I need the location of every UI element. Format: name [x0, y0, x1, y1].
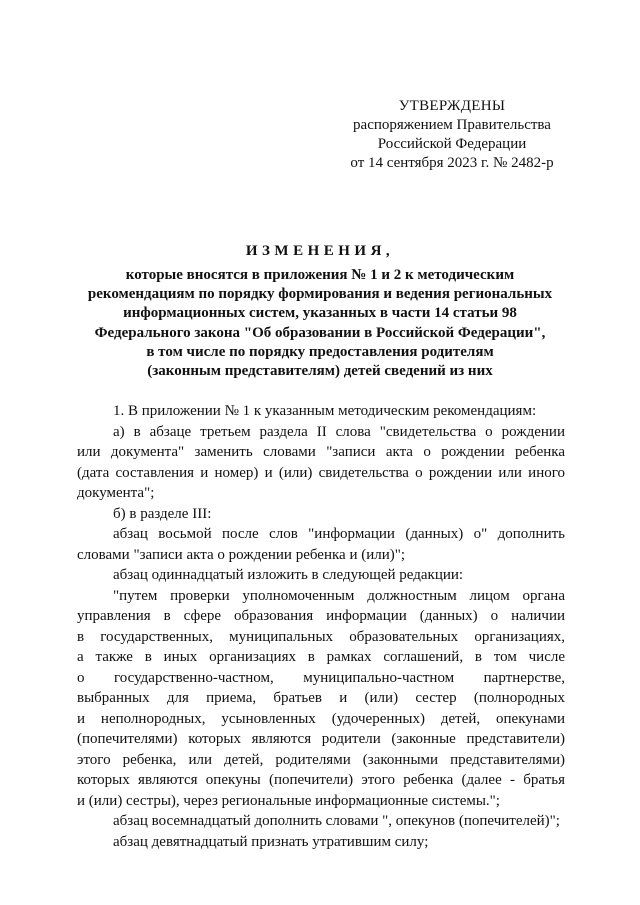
body-line: абзац девятнадцатый признать утратившим силу; [113, 833, 429, 850]
body-line: (дата составления и номер) и (или) свидетельства о рождении или иного [77, 464, 565, 481]
body-line: этого ребенка, или детей, родителями (законными представителями) [77, 751, 565, 768]
subtitle-line: рекомендациям по порядку формирования и ведения региональных [87, 286, 553, 303]
paragraph-item-1: 1. В приложении № 1 к указанным методическим рекомендациям: [113, 403, 537, 419]
body-line: абзац одиннадцатый изложить в следующей редакции: [113, 567, 464, 583]
approval-authority: распоряжением Правительства [353, 117, 551, 133]
document-title: ИЗМЕНЕНИЯ, [245, 243, 395, 259]
approval-stamp [332, 97, 572, 173]
body-line: а также в иных организациях в рамках соглашений, в том числе [77, 649, 565, 665]
subtitle-line: информационных систем, указанных в части 14 статьи 98 [123, 305, 517, 322]
body-line: абзац восьмой после слов "информации (данных) о" дополнить [113, 526, 565, 542]
body-line: в государственных, муниципальных образовательных организациях, [77, 628, 565, 645]
body-line: которых являются опекуны (попечители) этого ребенка (далее - братья [77, 772, 565, 788]
body-line: выбранных для приема, братьев и (или) сестер (полнородных [77, 690, 565, 706]
body-line: о государственно-частном, муниципально-частном партнерстве, [77, 669, 565, 686]
body-line: или документа" заменить словами "записи акта о рождении ребенка [77, 444, 565, 460]
document-subtitle [60, 266, 580, 381]
body-line: управления в сфере образования информации (данных) о наличии [77, 608, 565, 624]
body-line: и неполнородных, усыновленных (удочеренных) детей, опекунами [77, 710, 565, 727]
body-line: абзац восемнадцатый дополнить словами ", опекунов (попечителей)"; [113, 813, 560, 829]
body-line: и (или) сестры), через региональные информационные системы."; [77, 792, 500, 809]
subtitle-line: (законным представителям) детей сведений из них [147, 363, 493, 380]
subtitle-line: Федерального закона "Об образовании в Российской Федерации", [94, 324, 546, 341]
body-line: документа"; [77, 485, 155, 501]
body-line: словами "записи акта о рождении ребенка и (или)"; [77, 546, 406, 563]
subtitle-line: в том числе по порядку предоставления родителям [146, 343, 494, 360]
body-line: а) в абзаце третьем раздела II слова "свидетельства о рождении [113, 423, 565, 440]
subtitle-line: которые вносятся в приложения № 1 и 2 к методическим [125, 267, 515, 283]
approval-heading: УТВЕРЖДЕНЫ [398, 98, 506, 114]
approval-date-number: от 14 сентября 2023 г. № 2482-р [350, 155, 554, 171]
approval-country: Российской Федерации [377, 136, 527, 152]
body-line: (попечителями) которых являются родители (законные представители) [77, 731, 565, 747]
body-line: б) в разделе III: [113, 505, 212, 522]
document-body [77, 401, 565, 852]
body-line: "путем проверки уполномоченным должностным лицом органа [113, 587, 565, 604]
